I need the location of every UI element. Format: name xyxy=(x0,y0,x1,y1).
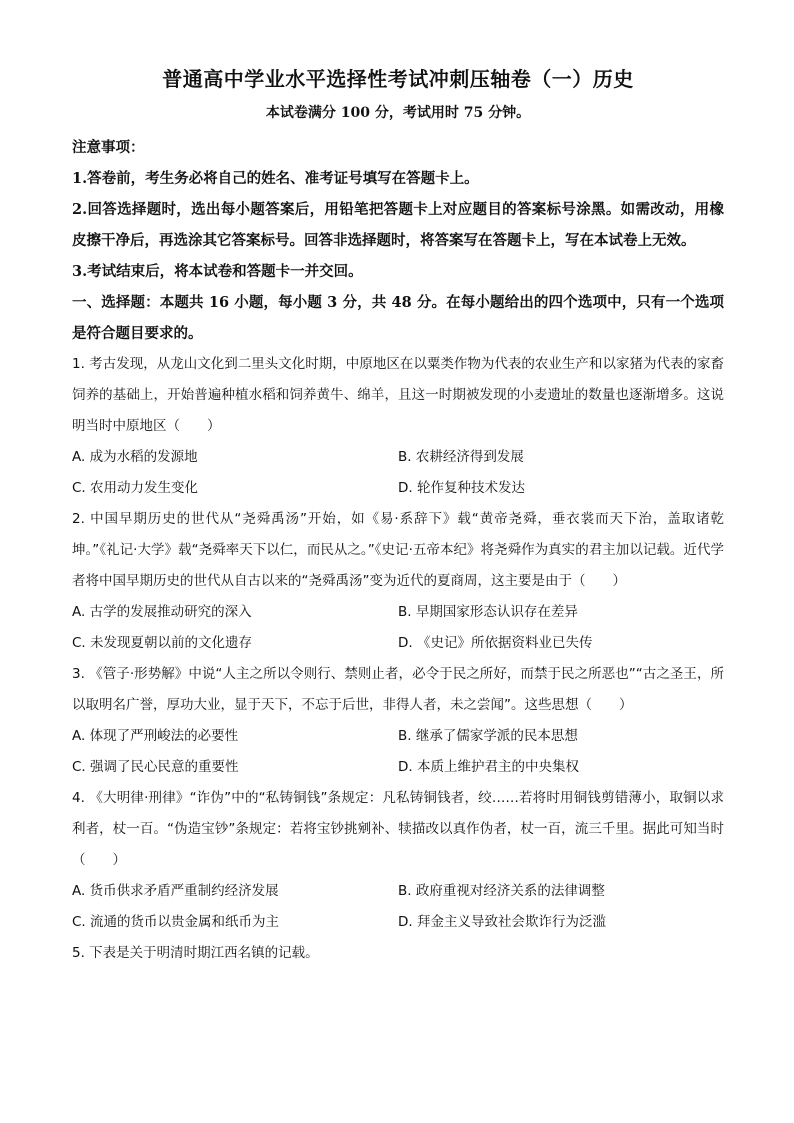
option-a: A. 体现了严刑峻法的必要性 xyxy=(72,728,239,744)
section-heading: 一、选择题：本题共 16 小题，每小题 3 分，共 48 分。在每小题给出的四个选项中，只有一个选项是符合题目要求的。 xyxy=(72,294,724,342)
exam-page xyxy=(72,62,724,969)
notice-item: 1.答卷前，考生务必将自己的姓名、准考证号填写在答题卡上。 xyxy=(72,170,479,187)
question-5 xyxy=(72,938,724,969)
option-b: B. 政府重视对经济关系的法律调整 xyxy=(398,883,605,899)
notice-item: 3.考试结束后，将本试卷和答题卡一并交回。 xyxy=(72,263,363,280)
question-4 xyxy=(72,783,724,938)
option-c: C. 流通的货币以贵金属和纸币为主 xyxy=(72,914,280,930)
option-a: A. 成为水稻的发源地 xyxy=(72,449,198,465)
option-c: C. 强调了民心民意的重要性 xyxy=(72,759,239,775)
notice-heading: 注意事项： xyxy=(72,139,145,156)
exam-subtitle: 本试卷满分 100 分，考试用时 75 分钟。 xyxy=(265,105,531,121)
option-c: C. 农用动力发生变化 xyxy=(72,480,199,496)
option-d: D. 轮作复种技术发达 xyxy=(398,480,525,496)
option-list xyxy=(72,597,724,659)
notice-item: 2.回答选择题时，选出每小题答案后，用铅笔把答题卡上对应题目的答案标号涂黑。如需改动，用橡皮擦干净后，再选涂其它答案标号。回答非选择题时，将答案写在答题卡上，写在本试卷上无效。 xyxy=(72,201,724,249)
option-a: A. 货币供求矛盾严重制约经济发展 xyxy=(72,883,279,899)
option-c: C. 未发现夏朝以前的文化遗存 xyxy=(72,635,253,651)
exam-title: 普通高中学业水平选择性考试冲刺压轴卷（一）历史 xyxy=(162,67,634,91)
option-list xyxy=(72,721,724,783)
question-stem: 2. 中国早期历史的世代从“尧舜禹汤”开始，如《易·系辞下》载“黄帝尧舜，垂衣裳而天下治，盖取诸乾坤。”《礼记·大学》载“尧舜率天下以仁，而民从之。”《史记·五帝本纪》将尧舜作为真实的君主加以记载。近代学者将中国早期历史的世代从自古以来的“尧舜禹汤”变为近代的夏商周，这主要是由于（ ） xyxy=(72,511,724,589)
question-1 xyxy=(72,349,724,504)
question-stem: 5. 下表是关于明清时期江西名镇的记载。 xyxy=(72,945,319,961)
option-b: B. 农耕经济得到发展 xyxy=(398,449,524,465)
option-b: B. 早期国家形态认识存在差异 xyxy=(398,604,578,620)
question-2 xyxy=(72,504,724,659)
option-d: D. 《史记》所依据资料业已失传 xyxy=(398,635,593,651)
question-stem: 3. 《管子·形势解》中说“人主之所以令则行、禁则止者，必令于民之所好，而禁于民之所恶也”“古之圣王，所以取明名广誉，厚功大业，显于天下，不忘于后世，非得人者，未之尝闻”。这些思想（ ） xyxy=(72,666,724,713)
option-d: D. 拜金主义导致社会欺诈行为泛滥 xyxy=(398,914,606,930)
option-a: A. 古学的发展推动研究的深入 xyxy=(72,604,252,620)
question-stem: 4. 《大明律·刑律》“诈伪”中的“私铸铜钱”条规定：凡私铸铜钱者，绞……若将时用铜钱剪错薄小，取铜以求利者，杖一百。“伪造宝钞”条规定：若将宝钞挑剜补、犊描改以真作伪者，杖一百，流三千里。据此可知当时（ ） xyxy=(72,790,724,868)
question-3 xyxy=(72,659,724,783)
option-list xyxy=(72,876,724,938)
option-b: B. 继承了儒家学派的民本思想 xyxy=(398,728,578,744)
option-list xyxy=(72,442,724,504)
question-stem: 1. 考古发现，从龙山文化到二里头文化时期，中原地区在以粟类作物为代表的农业生产和以家猪为代表的家畜饲养的基础上，开始普遍种植水稻和饲养黄牛、绵羊，且这一时期被发现的小麦遗址的数量也逐渐增多。这说明当时中原地区（ ） xyxy=(72,356,724,434)
option-d: D. 本质上维护君主的中央集权 xyxy=(398,759,579,775)
